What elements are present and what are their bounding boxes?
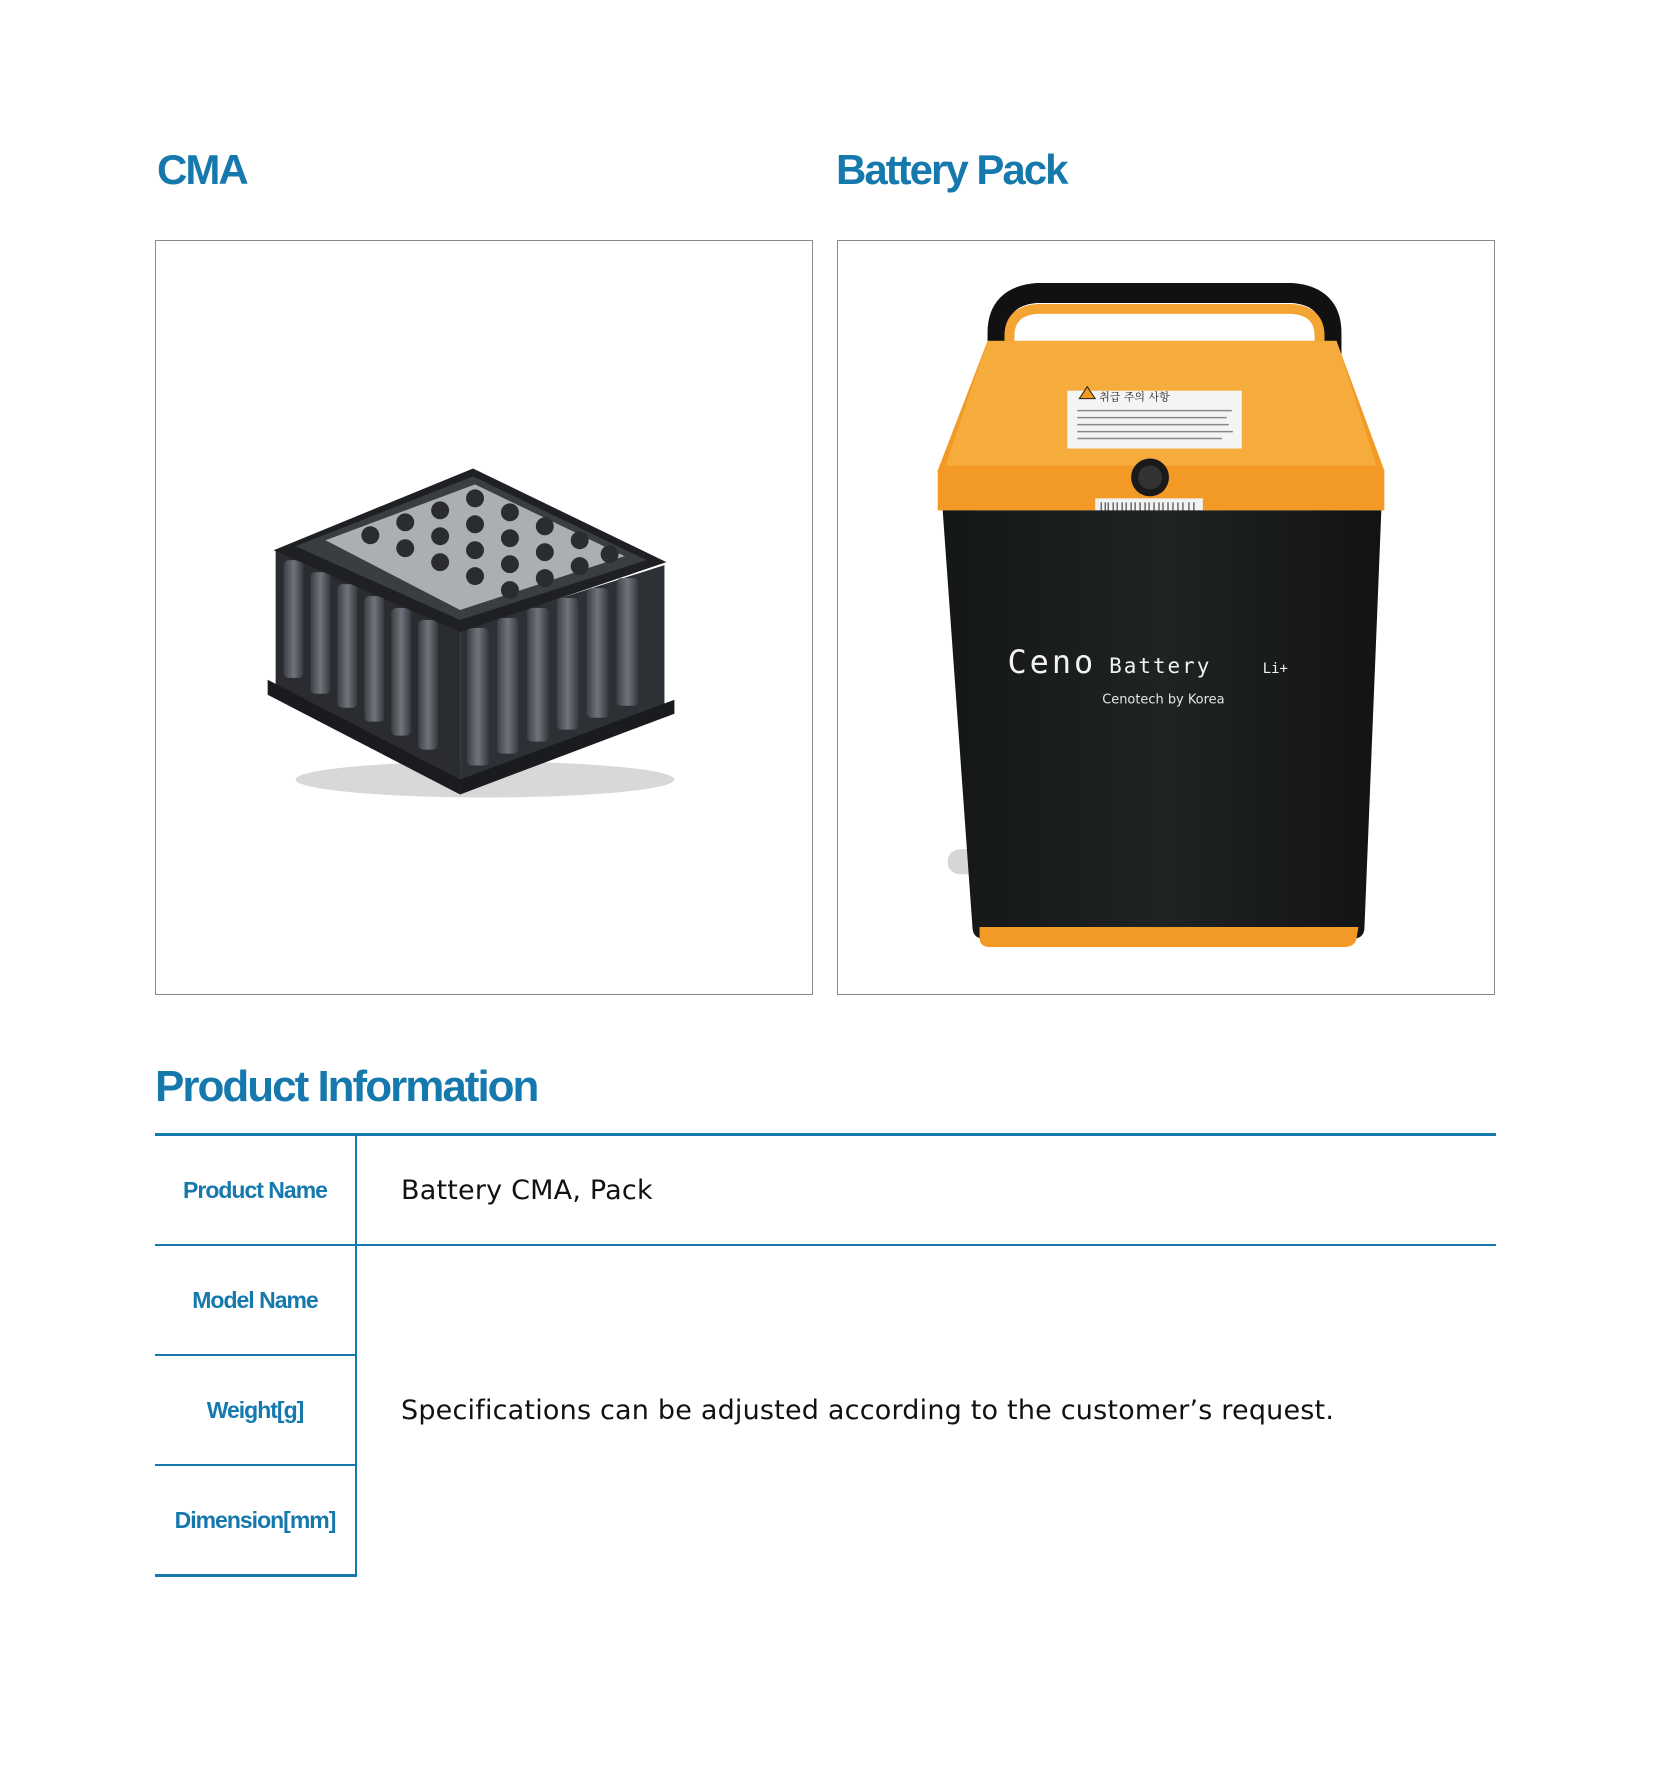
pack-chem-text: Li+ <box>1262 660 1288 677</box>
cma-photo-frame <box>155 240 813 995</box>
battery-cell-module-photo <box>156 241 812 994</box>
battery-pack-photo-frame <box>837 240 1495 995</box>
product-name-label: Product Name <box>155 1135 356 1246</box>
weight-label: Weight[g] <box>155 1355 356 1465</box>
model-name-label: Model Name <box>155 1245 356 1355</box>
product-information-heading: Product Information <box>155 1062 538 1111</box>
pack-brand-text: Ceno <box>1007 642 1097 681</box>
battery-pack-heading: Battery Pack <box>836 146 1067 193</box>
pack-product-text: Battery <box>1109 653 1212 678</box>
pack-maker-text: Cenotech by Korea <box>1102 692 1225 708</box>
table-row <box>155 1245 1496 1355</box>
dimension-label: Dimension[mm] <box>155 1465 356 1576</box>
specifications-note: Specifications can be adjusted according to the customer’s request. <box>401 1395 1335 1427</box>
battery-pack-photo <box>838 241 1494 994</box>
table-row <box>155 1135 1496 1246</box>
product-name-value: Battery CMA, Pack <box>356 1135 1496 1246</box>
warning-label-title: 취급 주의 사항 <box>1099 390 1170 404</box>
cma-heading: CMA <box>157 146 247 193</box>
product-spec-table <box>155 1133 1496 1577</box>
